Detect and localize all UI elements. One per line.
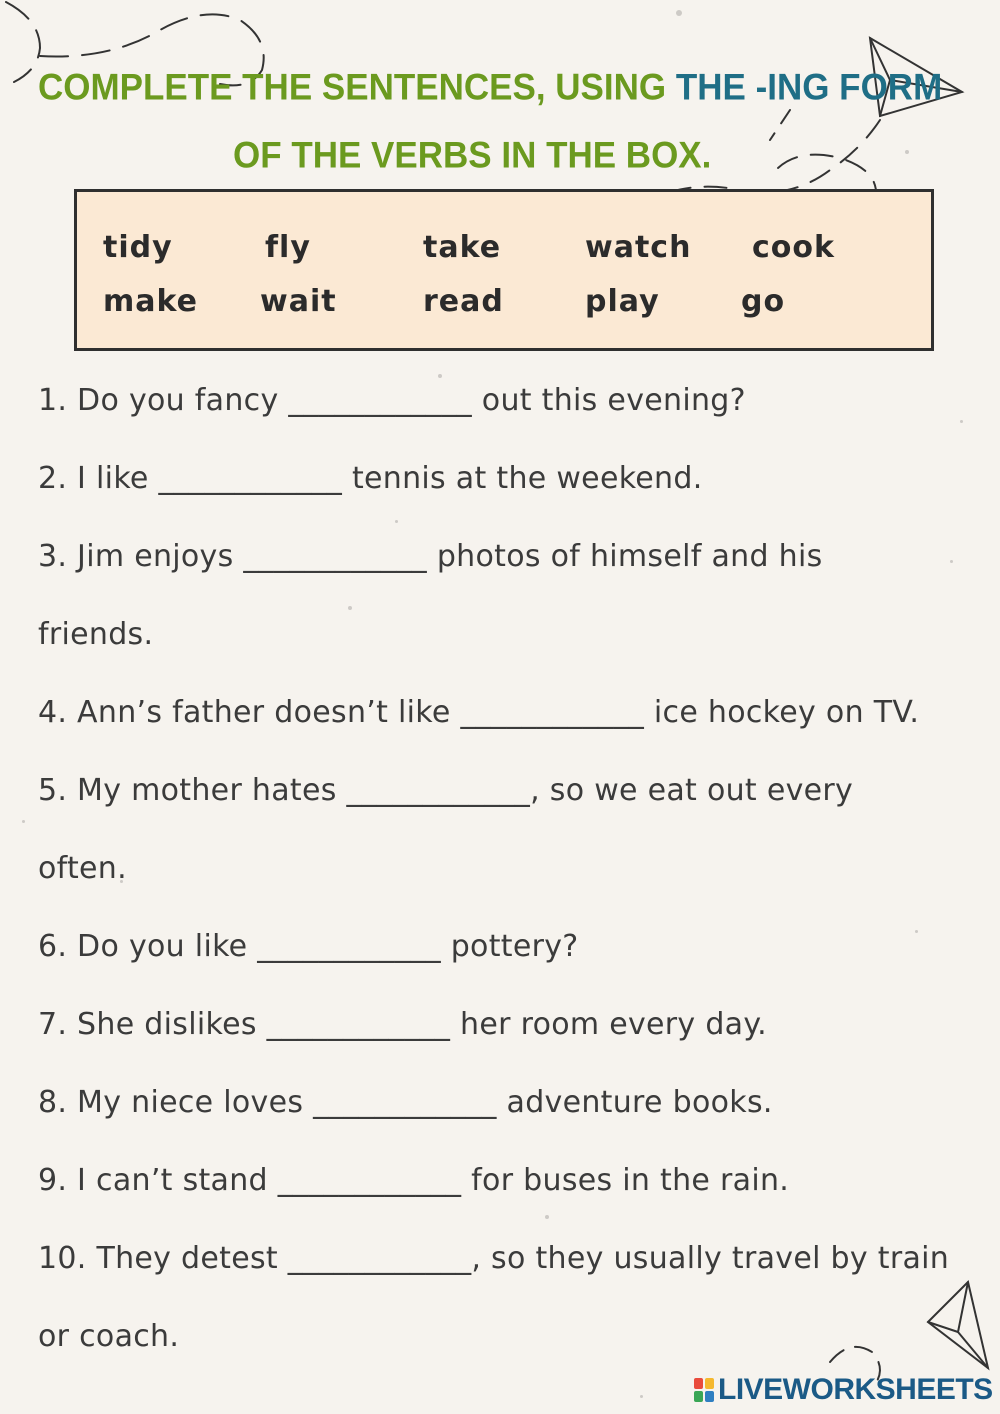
verb-word: cook: [752, 230, 835, 265]
exercise-sentence: 5. My mother hates ____________, so we eat out every: [38, 773, 854, 808]
exercise-sentence-continuation: friends.: [38, 617, 154, 652]
verb-word: fly: [265, 230, 311, 265]
verb-word: make: [103, 284, 198, 319]
verb-word: tidy: [103, 230, 173, 265]
exercise-sentence: 1. Do you fancy ____________ out this evening?: [38, 383, 746, 418]
verb-word: read: [423, 284, 504, 319]
exercise-sentence-continuation: or coach.: [38, 1319, 180, 1354]
paper-plane-icon: [928, 1282, 988, 1368]
exercise-sentence: 6. Do you like ____________ pottery?: [38, 929, 579, 964]
verb-box: [74, 189, 934, 351]
verb-word: play: [585, 284, 660, 319]
verb-word: go: [741, 284, 786, 319]
verb-word: wait: [260, 284, 337, 319]
liveworksheets-logo: [694, 1374, 993, 1406]
exercise-sentence: 10. They detest ____________, so they usually travel by train: [38, 1241, 950, 1276]
exercise-sentence-continuation: often.: [38, 851, 127, 886]
exercise-sentence: 3. Jim enjoys ____________ photos of himself and his: [38, 539, 823, 574]
instruction-title-line1: [38, 67, 942, 109]
logo-mark-icon: [694, 1378, 714, 1402]
title-teal-text: THE -ING FORM: [675, 67, 943, 108]
instruction-title-line2: OF THE VERBS IN THE BOX.: [233, 135, 712, 176]
exercise-sentence: 7. She dislikes ____________ her room every day.: [38, 1007, 767, 1042]
exercise-sentence: 4. Ann’s father doesn’t like ____________ ice hockey on TV.: [38, 695, 920, 730]
exercise-sentence: 8. My niece loves ____________ adventure books.: [38, 1085, 773, 1120]
exercise-sentence: 2. I like ____________ tennis at the weekend.: [38, 461, 703, 496]
exercise-sentence: 9. I can’t stand ____________ for buses in the rain.: [38, 1163, 790, 1198]
verb-word: watch: [585, 230, 692, 265]
title-green-text: COMPLETE THE SENTENCES, USING: [38, 67, 676, 108]
logo-text: LIVEWORKSHEETS: [718, 1373, 993, 1406]
verb-word: take: [423, 230, 502, 265]
